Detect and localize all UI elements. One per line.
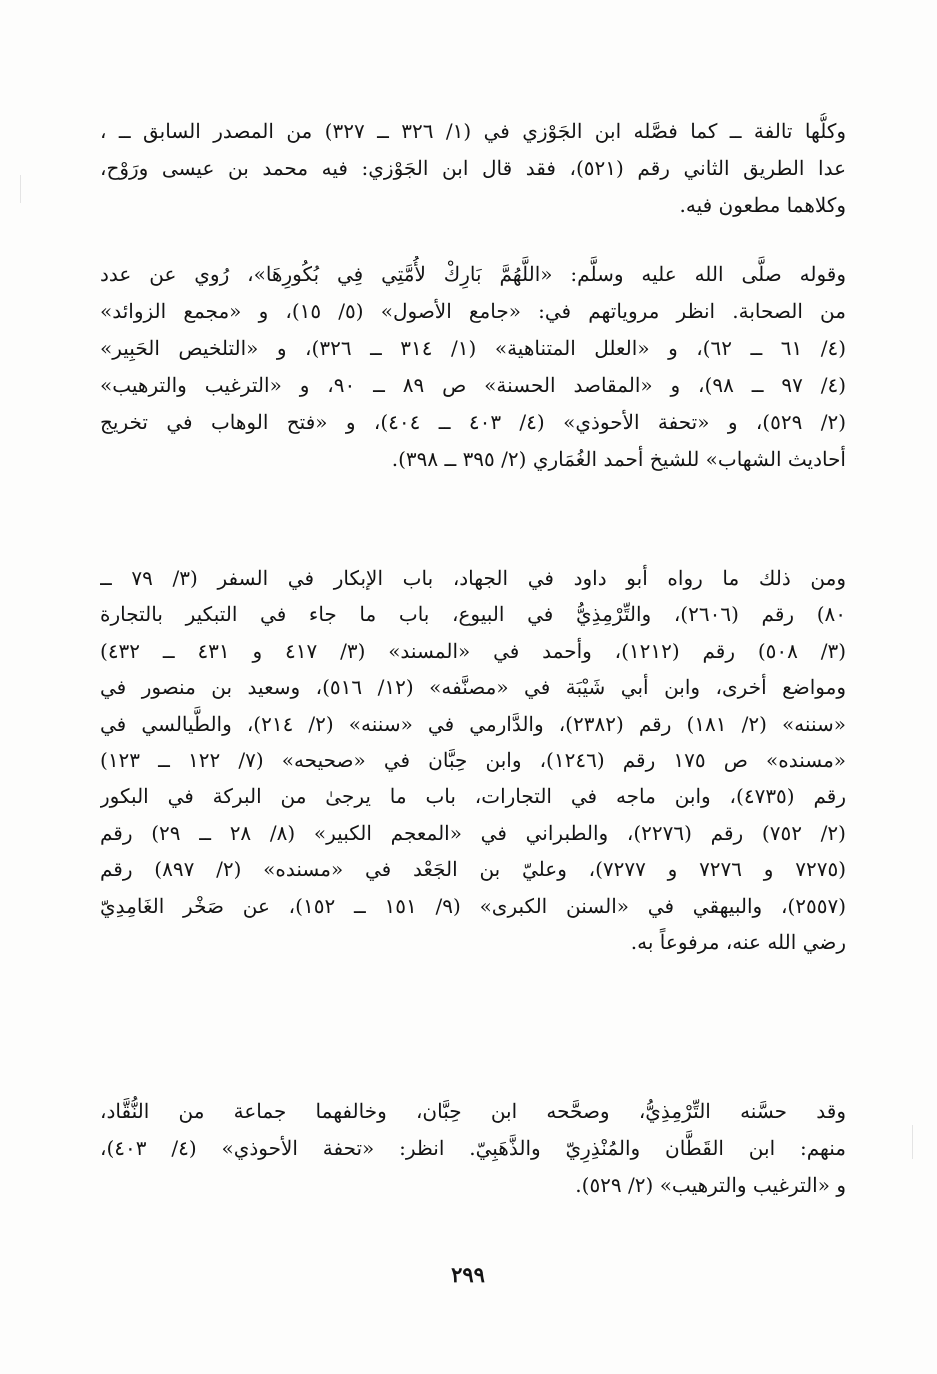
text-line: وكلاهما مطعون فيه. [679, 193, 846, 217]
text-line: رضي الله عنه، مرفوعاً به. [630, 929, 846, 954]
paragraph-2 [100, 256, 846, 478]
text-line: (٢/ ٥٢٩)، و «تحفة الأحوذي» (٤/ ٤٠٣ ــ ٤٠٤)، و «فتح الوهاب في تخريج [100, 410, 846, 434]
text-line: وكلُّها تالفة ــ كما فصَّله ابن الجَوْزي في (١/ ٣٢٦ ــ ٣٢٧) من المصدر السابق ــ ، [100, 119, 846, 143]
paragraph-4 [100, 1093, 846, 1204]
text-line: وقوله صلَّى الله عليه وسلَّم: «اللَّهُمَّ بَارِكْ لأُمَّتِي فِي بُكُورِهَا»، رُوي عن عدد [100, 262, 846, 286]
scan-margin-mark [20, 175, 21, 203]
text-line: «مسنده» ص ١٧٥ رقم (١٢٤٦)، وابن حِبَّان في «صحيحه» (٧/ ١٢٢ ــ ١٢٣) [100, 747, 846, 772]
text-line: (٣/ ٥٠٨) رقم (١٢١٢)، وأحمد في «المسند» (٣/ ٤١٧ و ٤٣١ ــ ٤٣٢) [100, 638, 846, 663]
text-line: أحاديث الشهاب» للشيخ أحمد الغُمَاري (٢/ ٣٩٥ ــ ٣٩٨). [391, 447, 846, 471]
text-line: رقم (٤٧٣٥)، وابن ماجه في التجارات، باب ما يرجىٰ من البركة في البكور [100, 784, 846, 809]
text-line: وقد حسَّنه التِّرْمِذِيُّ، وصحَّحه ابن حِبَّان، وخالفهما جماعة من النُّقَّاد، [100, 1099, 846, 1123]
page-number: ٢٩٩ [451, 1262, 485, 1287]
text-line: عدا الطريق الثاني رقم (٥٢١)، فقد قال ابن الجَوْزي: فيه محمد بن عيسى ورَوْح، [100, 156, 846, 180]
paragraph-3 [100, 560, 846, 960]
text-line: من الصحابة. انظر مروياتهم في: «جامع الأصول» (٥/ ١٥)، و «مجمع الزوائد» [100, 299, 846, 323]
scan-margin-mark [912, 1125, 913, 1159]
text-line: (٢/ ٧٥٢) رقم (٢٢٧٦)، والطبراني في «المعجم الكبير» (٨/ ٢٨ ــ ٢٩) رقم [100, 820, 846, 845]
text-line: (٧٢٧٥ و ٧٢٧٦ و ٧٢٧٧)، وعليّ بن الجَعْد في «مسنده» (٢/ ٨٩٧) رقم [100, 857, 846, 882]
text-line: (٢٥٥٧)، والبيهقي في «السنن الكبرى» (٩/ ١٥١ ــ ١٥٢)، عن صَخْر الغَامِدِيّ [100, 893, 846, 918]
text-line: ومن ذلك ما رواه أبو داود في الجهاد، باب الإبكار في السفر (٣/ ٧٩ ــ [100, 566, 846, 590]
text-line: و «الترغيب والترهيب» (٢/ ٥٢٩). [575, 1173, 846, 1197]
text-line: منهم: ابن القَطَّان والمُنْذِرِيّ والذَّهَبِيّ. انظر: «تحفة الأحوذي» (٤/ ٤٠٣)، [100, 1136, 846, 1160]
text-line: «سننه» (٢/ ١٨١) رقم (٢٣٨٢)، والدَّارمي في «سننه» (٢/ ٢١٤)، والطَّيالسي في [100, 711, 846, 736]
text-line: (٤/ ٩٧ ــ ٩٨)، و «المقاصد الحسنة» ص ٨٩ ــ ٩٠، و «الترغيب والترهيب» [100, 373, 846, 397]
text-line: (٤/ ٦١ ــ ٦٢)، و «العلل المتناهية» (١/ ٣١٤ ــ ٣٢٦)، و «التلخيص الحَبِير» [100, 336, 846, 360]
text-line: ٨٠) رقم (٢٦٠٦)، والتِّرْمِذِيُّ في البيوع، باب ما جاء في التبكير بالتجارة [100, 602, 846, 627]
paragraph-1 [100, 113, 846, 224]
text-line: ومواضع أخرى، وابن أبي شَيْبَة في «مصنَّفه» (١٢/ ٥١٦)، وسعيد بن منصور في [100, 675, 846, 700]
